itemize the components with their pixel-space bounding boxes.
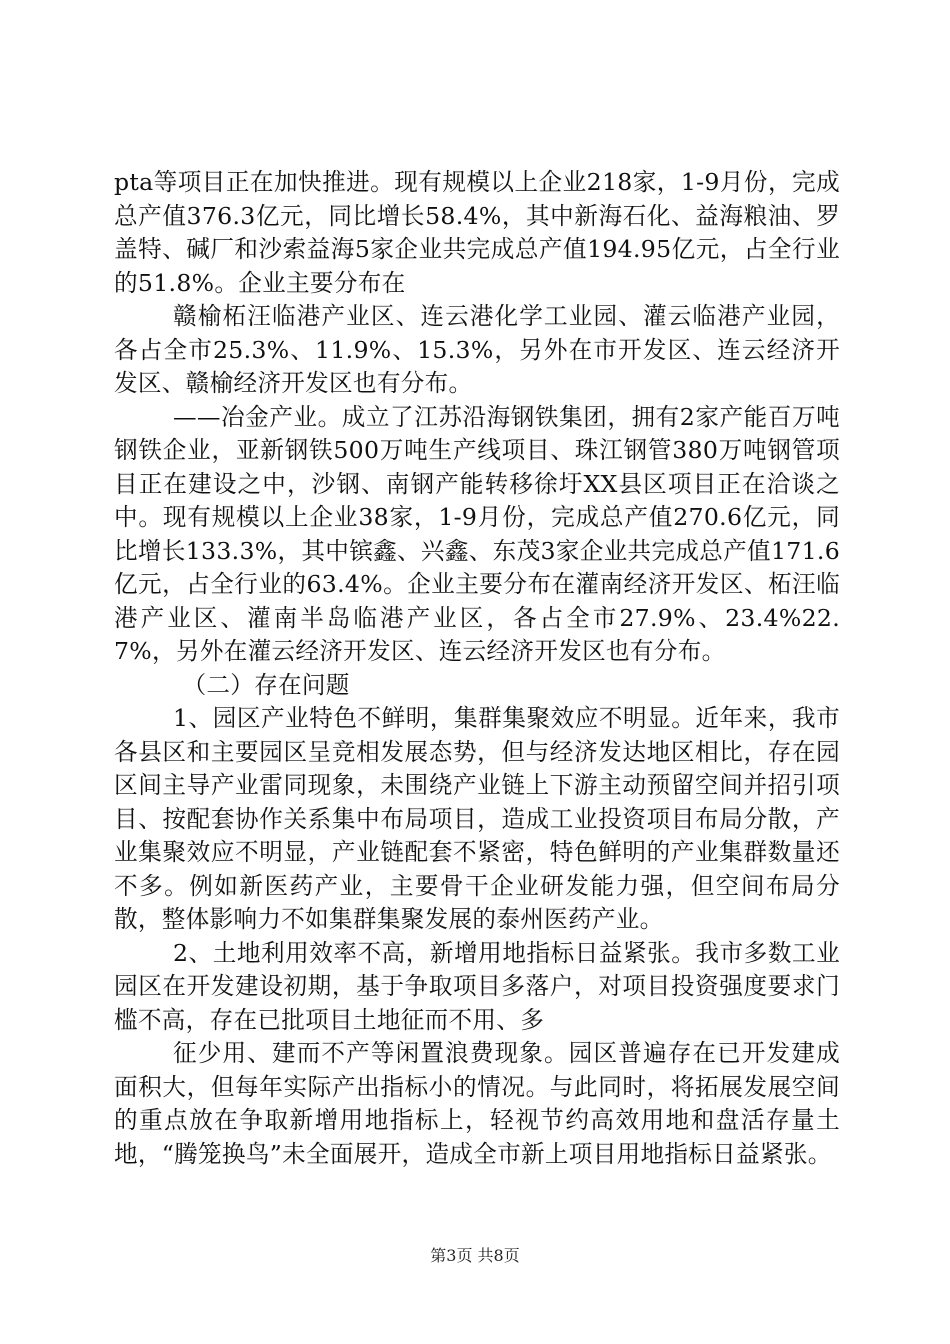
paragraph-metallurgy: ——冶金产业。成立了江苏沿海钢铁集团，拥有2家产能百万吨钢铁企业，亚新钢铁500万吨生产线项目、珠江钢管380万吨钢管项目正在建设之中，沙钢、南钢产能转移徐圩XX县区项目正在洽谈之中。现有规模以上企业38家，1-9月份，完成总产值270.6亿元，同比增长133.3%，其中镔鑫、兴鑫、东茂3家企业共完成总产值171.6亿元，占全行业的63.4%。企业主要分布在灌南经济开发区、柘汪临港产业区、灌南半岛临港产业区，各占全市27.9%、23.4%22.7%，另外在灌云经济开发区、连云经济开发区也有分布。 bbox=[114, 402, 840, 665]
page-footer: 第3页 共8页 bbox=[430, 1246, 520, 1265]
document-body bbox=[114, 166, 840, 1171]
paragraph-problem-1: 1、园区产业特色不鲜明，集群集聚效应不明显。近年来，我市各县区和主要园区呈竞相发展态势，但与经济发达地区相比，存在园区间主导产业雷同现象，未围绕产业链上下游主动预留空间并招引项目、按配套协作关系集中布局项目，造成工业投资项目布局分散，产业集聚效应不明显，产业链配套不紧密，特色鲜明的产业集群数量还不多。例如新医药产业，主要骨干企业研发能力强，但空间布局分散，整体影响力不如集群集聚发展的泰州医药产业。 bbox=[114, 704, 840, 933]
paragraph-chemical-distribution: 赣榆柘汪临港产业区、连云港化学工业园、灌云临港产业园，各占全市25.3%、11.9%、15.3%，另外在市开发区、连云经济开发区、赣榆经济开发区也有分布。 bbox=[114, 302, 840, 397]
paragraph-chemical-continued: pta等项目正在加快推进。现有规模以上企业218家，1-9月份，完成总产值376.3亿元，同比增长58.4%，其中新海石化、益海粮油、罗盖特、碱厂和沙索益海5家企业共完成总产值194.95亿元，占全行业的51.8%。企业主要分布在 bbox=[114, 168, 840, 297]
paragraph-problem-2: 2、土地利用效率不高，新增用地指标日益紧张。我市多数工业园区在开发建设初期，基于争取项目多落户，对项目投资强度要求门槛不高，存在已批项目土地征而不用、多 bbox=[114, 938, 840, 1034]
paragraph-problem-2-continued: 征少用、建而不产等闲置浪费现象。园区普遍存在已开发建成面积大，但每年实际产出指标小的情况。与此同时，将拓展发展空间的重点放在争取新增用地指标上，轻视节约高效用地和盘活存量土地，“腾笼换鸟”未全面展开，造成全市新上项目用地指标日益紧张。 bbox=[114, 1039, 840, 1168]
section-heading-problems: （二）存在问题 bbox=[182, 670, 350, 699]
